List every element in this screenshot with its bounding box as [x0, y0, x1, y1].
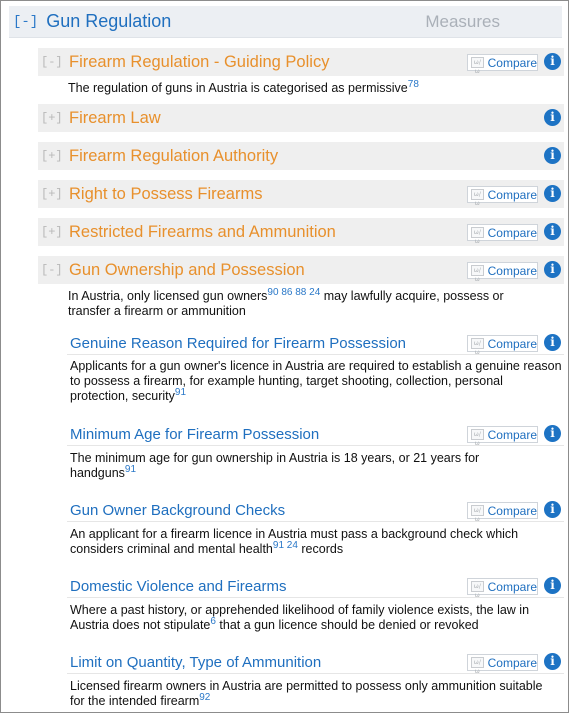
compare-button[interactable] — [467, 186, 538, 207]
citation-refs[interactable]: 91 — [124, 464, 137, 475]
compare-icon: ω/ω — [471, 57, 484, 68]
section-title[interactable]: Firearm Regulation - Guiding Policy — [69, 52, 330, 71]
section-guiding-policy[interactable] — [38, 48, 564, 76]
subsection-title[interactable]: Gun Owner Background Checks — [70, 502, 286, 519]
compare-label: Compare — [487, 427, 537, 442]
compare-label: Compare — [487, 655, 537, 670]
section-title[interactable]: Firearm Law — [69, 108, 161, 127]
subsection-title[interactable]: Genuine Reason Required for Firearm Possession — [70, 335, 406, 352]
compare-button[interactable] — [467, 426, 538, 447]
info-icon[interactable]: i — [544, 425, 561, 442]
info-icon[interactable]: i — [544, 53, 561, 70]
compare-icon: ω/ω — [471, 581, 484, 592]
subsection-ammunition-limit[interactable] — [67, 652, 564, 674]
citation-refs[interactable]: 78 — [407, 79, 419, 90]
compare-icon: ω/ω — [471, 227, 484, 238]
section-title[interactable]: Firearm Regulation Authority — [69, 146, 279, 165]
description-text: An applicant for a firearm licence in Austria must pass a background check which considers criminal and mental health — [70, 527, 519, 556]
subsection-description — [70, 527, 540, 557]
description-text: may lawfully acquire, possess or transfer a firearm or ammunition — [68, 289, 504, 318]
expand-toggle[interactable]: [+] — [41, 111, 63, 125]
compare-button[interactable] — [467, 654, 538, 675]
compare-button[interactable] — [467, 54, 538, 75]
description-text: records — [297, 542, 344, 556]
compare-label: Compare — [487, 503, 537, 518]
compare-label: Compare — [487, 263, 537, 278]
compare-icon: ω/ω — [471, 505, 484, 516]
compare-button[interactable] — [467, 262, 538, 283]
measures-label: Measures — [425, 12, 500, 31]
category-title[interactable]: Gun Regulation — [46, 11, 172, 31]
info-icon[interactable]: i — [544, 185, 561, 202]
description-text: In Austria, only licensed gun owners — [68, 289, 268, 303]
citation-refs[interactable]: 90 86 88 24 — [267, 287, 321, 298]
subsection-domestic-violence[interactable] — [67, 576, 564, 598]
subsection-title[interactable]: Limit on Quantity, Type of Ammunition — [70, 654, 322, 671]
subsection-genuine-reason[interactable] — [67, 333, 564, 355]
info-icon[interactable]: i — [544, 334, 561, 351]
subsection-minimum-age[interactable] — [67, 424, 564, 446]
section-regulation-authority[interactable] — [38, 142, 564, 170]
collapse-toggle[interactable]: [-] — [41, 263, 63, 277]
description-text: Where a past history, or apprehended likelihood of family violence exists, the law in Austria does not stipulate — [70, 603, 530, 632]
subsection-title[interactable]: Minimum Age for Firearm Possession — [70, 426, 320, 443]
compare-label: Compare — [487, 187, 537, 202]
compare-button[interactable] — [467, 502, 538, 523]
section-title[interactable]: Restricted Firearms and Ammunition — [69, 222, 336, 241]
section-firearm-law[interactable] — [38, 104, 564, 132]
description-text: Licensed firearm owners in Austria are permitted to possess only ammunition suitable for the intended firearm — [70, 679, 543, 708]
compare-button[interactable] — [467, 335, 538, 356]
compare-button[interactable] — [467, 224, 538, 245]
info-icon[interactable]: i — [544, 261, 561, 278]
compare-icon: ω/ω — [471, 657, 484, 668]
section-right-to-possess[interactable] — [38, 180, 564, 208]
subsection-title[interactable]: Domestic Violence and Firearms — [70, 578, 287, 595]
expand-toggle[interactable]: [+] — [41, 187, 63, 201]
info-icon[interactable]: i — [544, 147, 561, 164]
subsection-background-checks[interactable] — [67, 500, 564, 522]
compare-button[interactable] — [467, 578, 538, 599]
compare-icon: ω/ω — [471, 429, 484, 440]
compare-label: Compare — [487, 336, 537, 351]
compare-icon: ω/ω — [471, 265, 484, 276]
expand-toggle[interactable]: [+] — [41, 149, 63, 163]
compare-icon: ω/ω — [471, 338, 484, 349]
subsection-description — [70, 359, 564, 404]
description-text: The regulation of guns in Austria is categorised as permissive — [68, 81, 408, 95]
subsection-description — [70, 679, 560, 709]
expand-toggle[interactable]: [+] — [41, 225, 63, 239]
gun-regulation-header[interactable] — [9, 6, 562, 38]
info-icon[interactable]: i — [544, 653, 561, 670]
compare-label: Compare — [487, 55, 537, 70]
description-text: The minimum age for gun ownership in Austria is 18 years, or 21 years for handguns — [70, 451, 480, 480]
info-icon[interactable]: i — [544, 109, 561, 126]
info-icon[interactable]: i — [544, 577, 561, 594]
section-gun-ownership[interactable] — [38, 256, 564, 284]
citation-refs[interactable]: 91 24 — [272, 540, 298, 551]
collapse-toggle[interactable]: [-] — [13, 13, 39, 30]
compare-label: Compare — [487, 579, 537, 594]
section-title[interactable]: Right to Possess Firearms — [69, 184, 263, 203]
citation-refs[interactable]: 91 — [174, 387, 187, 398]
subsection-description — [70, 451, 510, 481]
subsection-description — [70, 603, 564, 633]
section-description — [68, 81, 558, 96]
info-icon[interactable]: i — [544, 501, 561, 518]
info-icon[interactable]: i — [544, 223, 561, 240]
compare-label: Compare — [487, 225, 537, 240]
description-text: Applicants for a gun owner's licence in Austria are required to establish a genuine reason to possess a firearm, for example hunting, target shooting, collection, personal protection, security — [70, 359, 562, 403]
citation-refs[interactable]: 6 — [210, 616, 216, 627]
citation-refs[interactable]: 92 — [199, 692, 211, 703]
section-restricted-firearms[interactable] — [38, 218, 564, 246]
collapse-toggle[interactable]: [-] — [41, 55, 63, 69]
section-title[interactable]: Gun Ownership and Possession — [69, 260, 305, 279]
compare-icon: ω/ω — [471, 189, 484, 200]
description-text: that a gun licence should be denied or revoked — [215, 618, 479, 632]
section-description — [68, 289, 538, 319]
